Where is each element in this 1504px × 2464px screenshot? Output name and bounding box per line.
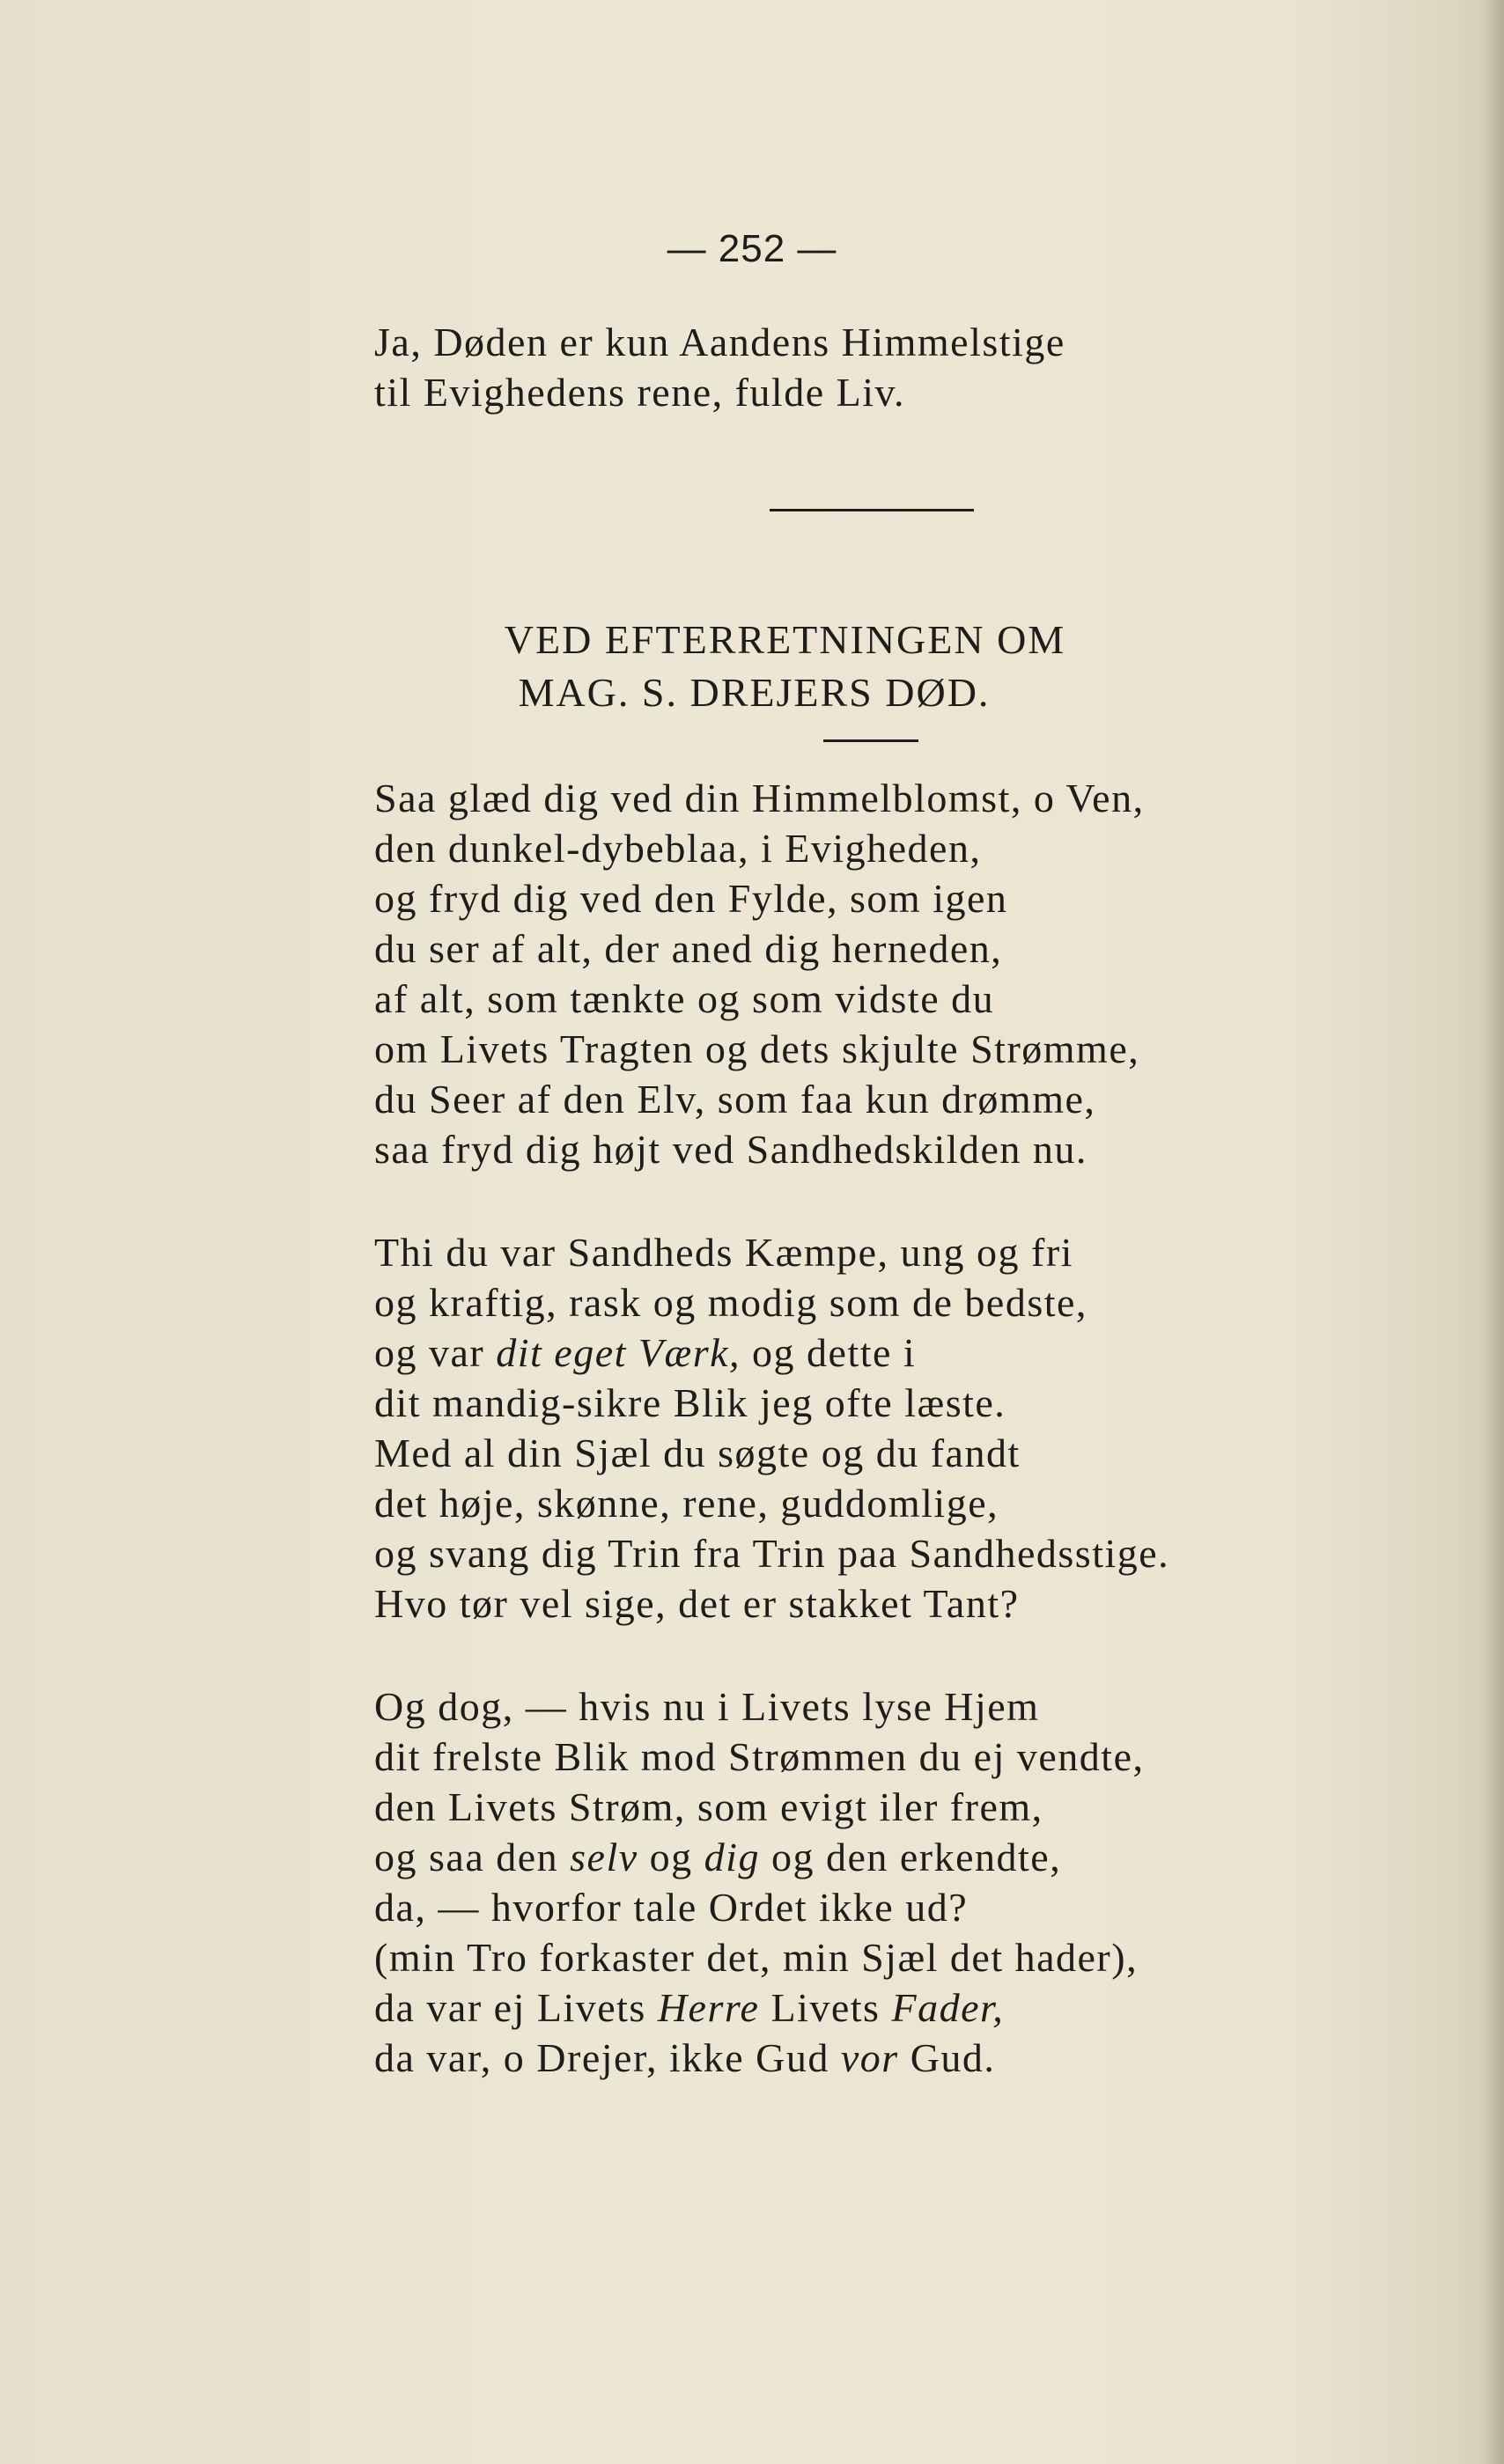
stanza1-line-8: saa fryd dig højt ved Sandhedskilden nu. <box>374 1127 1087 1172</box>
stanza3-line-4-part-c: og den erkendte, <box>759 1835 1062 1879</box>
poem-title-line-2: MAG. S. DREJERS DØD. <box>518 670 991 715</box>
stanza3-line-4-italic-1: selv <box>570 1835 638 1879</box>
stanza3-line-8 <box>374 2035 996 2080</box>
stanza1-line-7: du Seer af den Elv, som faa kun drømme, <box>374 1077 1096 1122</box>
stanza2-line-6: det høje, skønne, rene, guddomlige, <box>374 1481 999 1526</box>
stanza3-line-8-italic: vor <box>840 2035 899 2080</box>
stanza3-line-3: den Livets Strøm, som evigt iler frem, <box>374 1784 1043 1829</box>
stanza3-line-8-part-a: da var, o Drejer, ikke Gud <box>374 2035 841 2080</box>
stanza3-line-4-italic-2: dig <box>704 1835 760 1879</box>
stanza2-line-3-italic: dit eget Værk, <box>496 1330 741 1375</box>
poem-title-line-1: VED EFTERRETNINGEN OM <box>504 617 1066 662</box>
stanza3-line-7-part-a: da var ej Livets <box>374 1985 658 2030</box>
stanza1-line-2: den dunkel-dybeblaa, i Evigheden, <box>374 826 982 871</box>
stanza3-line-7-italic-1: Herre <box>657 1985 760 2030</box>
stanza3-line-7-italic-2: Fader, <box>891 1985 1005 2030</box>
title-divider <box>823 739 918 742</box>
stanza2-line-3 <box>374 1330 917 1375</box>
section-divider <box>770 509 974 511</box>
stanza1-line-3: og fryd dig ved den Fylde, som igen <box>374 876 1008 921</box>
page-edge-shadow <box>1485 0 1504 2464</box>
stanza1-line-4: du ser af alt, der aned dig herneden, <box>374 926 1003 971</box>
stanza2-line-1: Thi du var Sandheds Kæmpe, ung og fri <box>374 1230 1073 1275</box>
stanza1-line-1: Saa glæd dig ved din Himmelblomst, o Ven, <box>374 776 1145 820</box>
stanza3-line-7 <box>374 1985 1005 2030</box>
stanza2-line-2: og kraftig, rask og modig som de bedste, <box>374 1280 1087 1325</box>
stanza3-line-5: da, — hvorfor tale Ordet ikke ud? <box>374 1885 969 1930</box>
stanza3-line-1: Og dog, — hvis nu i Livets lyse Hjem <box>374 1684 1040 1729</box>
stanza3-line-6: (min Tro forkaster det, min Sjæl det hader), <box>374 1935 1139 1980</box>
stanza3-line-8-part-b: Gud. <box>898 2035 996 2080</box>
stanza3-line-7-part-b: Livets <box>759 1985 892 2030</box>
stanza3-line-4-part-b: og <box>638 1835 704 1879</box>
stanza3-line-4-part-a: og saa den <box>374 1835 571 1879</box>
stanza3-line-2: dit frelste Blik mod Strømmen du ej vendte, <box>374 1734 1145 1779</box>
stanza3-line-4 <box>374 1837 1061 1878</box>
stanza2-line-5: Med al din Sjæl du søgte og du fandt <box>374 1431 1021 1475</box>
stanza2-line-3-part-a: og var <box>374 1330 497 1375</box>
stanza1-line-5: af alt, som tænkte og som vidste du <box>374 976 995 1021</box>
page-number: — 252 — <box>667 227 837 270</box>
stanza2-line-7: og svang dig Trin fra Trin paa Sandhedsstige. <box>374 1531 1170 1576</box>
opening-line-2: til Evighedens rene, fulde Liv. <box>374 370 906 415</box>
stanza2-line-3-part-b: og dette i <box>741 1330 917 1375</box>
stanza1-line-6: om Livets Tragten og dets skjulte Strømme, <box>374 1026 1140 1071</box>
stanza2-line-4: dit mandig-sikre Blik jeg ofte læste. <box>374 1380 1006 1425</box>
stanza2-line-8: Hvo tør vel sige, det er stakket Tant? <box>374 1581 1020 1626</box>
opening-line-1: Ja, Døden er kun Aandens Himmelstige <box>374 320 1065 364</box>
